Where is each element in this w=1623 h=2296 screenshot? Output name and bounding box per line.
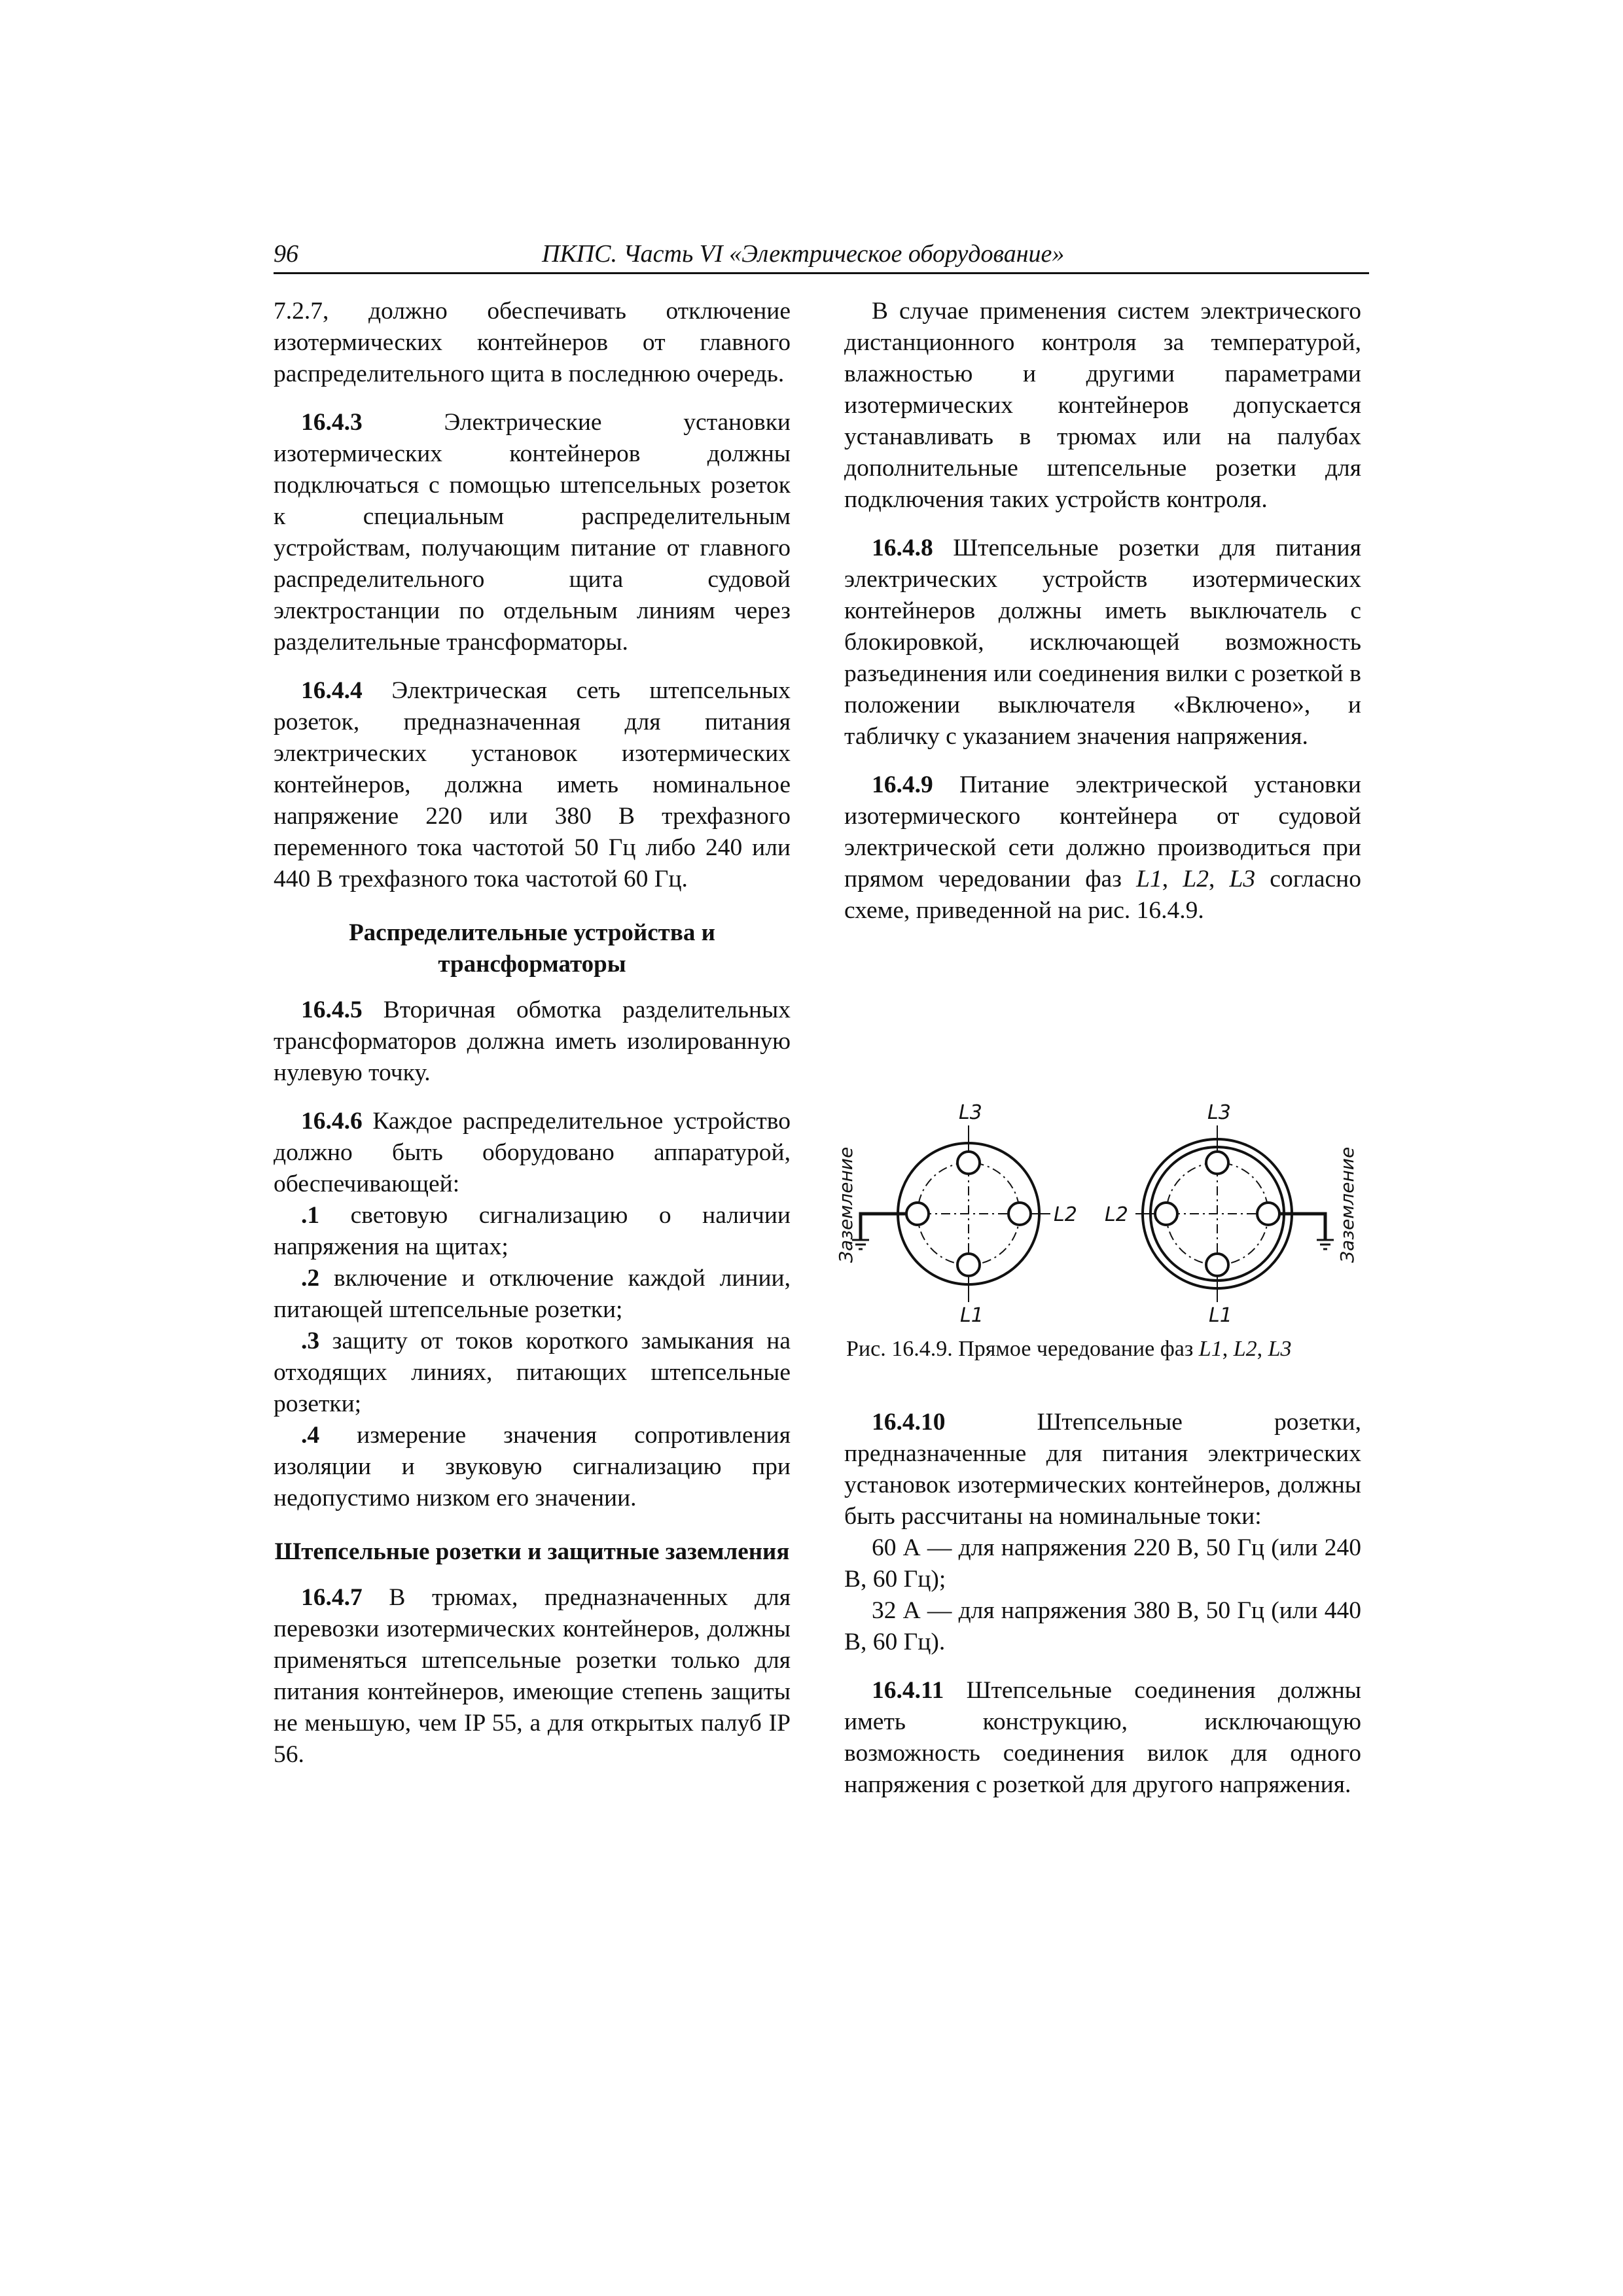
clause-text: Питание электрической установки изотермического контейнера от судовой электрической сети должно производиться при прямом чередовании фаз xyxy=(844,771,1361,892)
left-column xyxy=(274,296,791,1788)
clause-text: Электрическая сеть штепсельных розеток, предназначенная для питания электрических установок изотермических контейнеров, должна иметь номинальное напряжение 220 или 380 В трехфазного переменного тока частотой 50 Гц либо 240 или 440 В трехфазного тока частотой 60 Гц. xyxy=(274,677,791,892)
item-number: .3 xyxy=(301,1328,320,1354)
clause-text: Каждое распределительное устройство должно быть оборудовано аппаратурой, обеспечивающей: xyxy=(274,1108,791,1197)
clause-number: 16.4.9 xyxy=(872,771,933,798)
clause-number: 16.4.7 xyxy=(301,1584,363,1611)
clause-number: 16.4.6 xyxy=(301,1108,363,1135)
label-ground: Заземление xyxy=(1336,1146,1358,1263)
clause-text: согласно схеме, приведенной на рис. 16.4.9. xyxy=(844,866,1361,924)
pin-ground xyxy=(906,1203,929,1225)
socket-left xyxy=(835,1101,1077,1327)
label-l3: L3 xyxy=(959,1101,982,1124)
list-item-4 xyxy=(274,1420,791,1514)
figure-caption xyxy=(846,1335,1370,1364)
current-rating-60a: 60 А — для напряжения 220 В, 50 Гц (или 240 В, 60 Гц); xyxy=(844,1534,1361,1593)
clause-number: 16.4.5 xyxy=(301,997,363,1023)
clause-number: 16.4.8 xyxy=(872,535,933,561)
pin-l1 xyxy=(957,1254,980,1276)
page-number: 96 xyxy=(274,240,298,268)
caption-text: Рис. 16.4.9. Прямое чередование фаз xyxy=(846,1337,1199,1361)
item-text: защиту от токов короткого замыкания на отходящих линиях, питающих штепсельные розетки; xyxy=(274,1328,791,1417)
clause-number: 16.4.4 xyxy=(301,677,363,704)
paragraph: В случае применения систем электрического дистанционного контроля за температурой, влажностью и другими параметрами изотермических контейнеров допускается устанавливать в трюмах или на палубах дополнительные штепсельные розетки для подключения таких устройств контроля. xyxy=(844,298,1361,513)
paragraph-16-4-5 xyxy=(274,995,791,1089)
label-ground: Заземление xyxy=(835,1146,857,1263)
pin-l3 xyxy=(957,1152,980,1174)
section-heading-distribution: Распределительные устройства и трансформаторы xyxy=(349,919,715,978)
section-heading-sockets: Штепсельные розетки и защитные заземления xyxy=(274,1538,790,1565)
paragraph-16-4-8 xyxy=(844,533,1361,752)
phase-l2: L2 xyxy=(1183,866,1209,892)
caption-l3: L3 xyxy=(1268,1337,1292,1361)
item-text: измерение значения сопротивления изоляции и звуковую сигнализацию при недопустимо низком его значении. xyxy=(274,1422,791,1511)
clause-text: Штепсельные розетки для питания электрических устройств изотермических контейнеров должны иметь выключатель с блокировкой, исключающей возможность разъединения или соединения вилки с розеткой в положении выключателя «Включено», и табличку с указанием значения напряжения. xyxy=(844,535,1361,750)
item-number: .2 xyxy=(301,1265,320,1292)
paragraph-16-4-9 xyxy=(844,769,1361,927)
list-item-1 xyxy=(274,1200,791,1263)
item-number: .1 xyxy=(301,1202,320,1229)
label-l2: L2 xyxy=(1105,1203,1128,1226)
item-text: световую сигнализацию о наличии напряжения на щитах; xyxy=(274,1202,791,1260)
phase-l1: L1 xyxy=(1136,866,1162,892)
page-header xyxy=(274,237,1369,274)
label-l2: L2 xyxy=(1054,1203,1077,1226)
paragraph-16-4-3 xyxy=(274,407,791,658)
clause-number: 16.4.11 xyxy=(872,1677,944,1704)
pin-l2 xyxy=(1155,1203,1177,1225)
pin-ground xyxy=(1257,1203,1279,1225)
clause-text: Штепсельные розетки, предназначенные для питания электрических установок изотермических контейнеров, должны быть рассчитаны на номинальные токи: xyxy=(844,1409,1361,1530)
separator: , xyxy=(1162,866,1183,892)
paragraph-16-4-4 xyxy=(274,675,791,895)
clause-number: 16.4.3 xyxy=(301,409,363,436)
ground-lead xyxy=(1279,1214,1325,1240)
socket-right xyxy=(1105,1101,1358,1327)
current-rating-32a: 32 А — для напряжения 380 В, 50 Гц (или 440 В, 60 Гц). xyxy=(844,1597,1361,1655)
paragraph-16-4-11 xyxy=(844,1675,1361,1801)
figure-16-4-9 xyxy=(831,1073,1374,1335)
separator: , xyxy=(1222,1337,1234,1361)
clause-text: Электрические установки изотермических контейнеров должны подключаться с помощью штепсельных розеток к специальным распределительным устройствам, получающим питание от главного распределительного щита судовой электростанции по отдельным линиям через разделительные трансформаторы. xyxy=(274,409,791,656)
list-item-2 xyxy=(274,1263,791,1326)
right-column-lower xyxy=(844,1407,1361,1818)
paragraph: 7.2.7, должно обеспечивать отключение изотермических контейнеров от главного распределительного щита в последнюю очередь. xyxy=(274,298,791,387)
paragraph-16-4-7 xyxy=(274,1582,791,1771)
clause-text: Штепсельные соединения должны иметь конструкцию, исключающую возможность соединения вилок для одного напряжения с розеткой для другого напряжения. xyxy=(844,1677,1361,1798)
pin-l1 xyxy=(1206,1254,1228,1276)
caption-l1: L1 xyxy=(1198,1337,1222,1361)
item-text: включение и отключение каждой линии, питающей штепсельные розетки; xyxy=(274,1265,791,1323)
label-l1: L1 xyxy=(960,1304,984,1327)
label-l1: L1 xyxy=(1209,1304,1232,1327)
paragraph-16-4-10 xyxy=(844,1407,1361,1532)
label-l3: L3 xyxy=(1207,1101,1231,1124)
paragraph-16-4-6 xyxy=(274,1106,791,1200)
clause-text: Вторичная обмотка разделительных трансформаторов должна иметь изолированную нулевую точку. xyxy=(274,997,791,1086)
clause-number: 16.4.10 xyxy=(872,1409,946,1436)
list-item-3 xyxy=(274,1326,791,1420)
phase-l3: L3 xyxy=(1229,866,1256,892)
pin-l2 xyxy=(1008,1203,1031,1225)
clause-text: В трюмах, предназначенных для перевозки изотермических контейнеров, должны применяться штепсельные розетки только для питания контейнеров, имеющие степень защиты не меньшую, чем IP 55, а для открытых палуб IP 56. xyxy=(274,1584,791,1768)
caption-l2: L2 xyxy=(1233,1337,1257,1361)
pin-l3 xyxy=(1206,1152,1228,1174)
running-title: ПКПС. Часть VI «Электрическое оборудование» xyxy=(542,240,1065,268)
separator: , xyxy=(1208,866,1230,892)
phase-diagram xyxy=(831,1073,1374,1335)
item-number: .4 xyxy=(301,1422,320,1449)
right-column xyxy=(844,296,1361,944)
separator: , xyxy=(1257,1337,1268,1361)
